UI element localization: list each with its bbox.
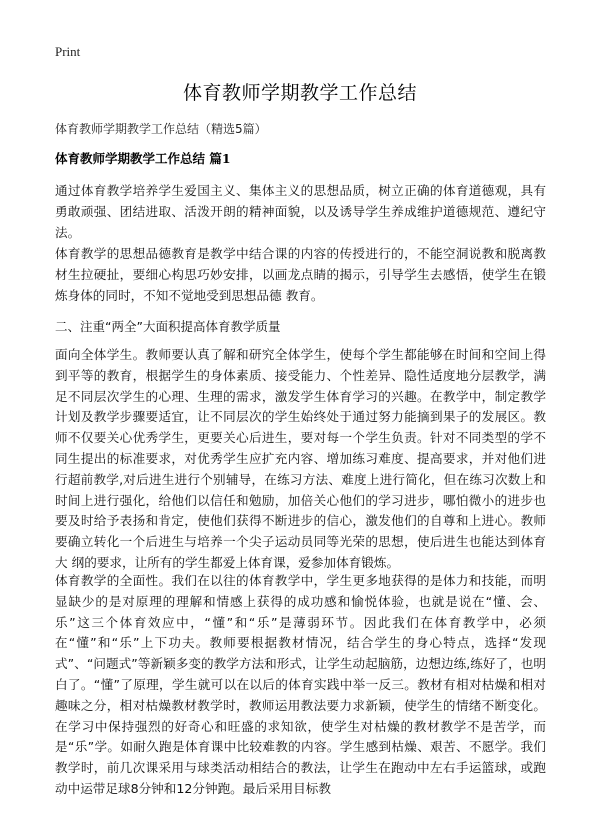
paragraph: 体育教学的思想品德教育是教学中结合课的内容的传授进行的，不能空洞说教和脱离教材生拉硬扯，要细心构思巧妙安排，以画龙点睛的揭示，引导学生去感悟，使学生在锻炼身体的同时，不知不觉地受到思想品德 教育。 (55, 246, 546, 303)
page-title: 体育教师学期教学工作总结 (182, 82, 417, 104)
paragraph: 通过体育教学培养学生爱国主义、集体主义的思想品质，树立正确的体育道德观，具有勇敢顽强、团结进取、活泼开朗的精神面貌，以及诱导学生养成维护道德规范、遵纪守法。 (55, 183, 546, 240)
article-heading: 体育教师学期教学工作总结 篇1 (55, 151, 231, 166)
paragraph: 体育教学的全面性。我们在以往的体育教学中，学生更多地获得的是体力和技能，而明显缺少的是对原理的理解和情感上获得的成功感和愉悦体验，也就是说在“懂、会、乐”这三个体育效应中，“懂”和“乐”是薄弱环节。因此我们在体育教学中，必须在“懂”和“乐”上下功夫。教师要根据教材情况，结合学生的身心特点，选择“发现式”、“问题式”等新颖多变的教学方法和形式，让学生动起脑筋，边想边练,练好了，也明白了。“懂”了原理，学生就可以在以后的体育实践中举一反三。教材有相对枯燥和相对趣味之分，相对枯燥教材教学时，教师运用教法要力求新颖，使学生的情绪不断变化。在学习中保持强烈的好奇心和旺盛的求知欲，使学生对枯燥的教材教学不是苦学，而是“乐”学。如耐久跑是体育课中比较难教的内容。学生感到枯燥、艰苦、不愿学。我们教学时，前几次课采用与球类活动相结合的教法，让学生在跑动中左右手运篮球，或跑 动中运带足球8分钟和12分钟跑。最后采用目标教 (55, 573, 546, 796)
print-label: Print (55, 44, 81, 59)
document-subtitle: 体育教师学期教学工作总结（精选5篇） (55, 122, 267, 136)
paragraph: 面向全体学生。教师要认真了解和研究全体学生，使每个学生都能够在时间和空间上得到平等的教育，根据学生的身体素质、接受能力、个性差异、隐性适度地分层教学，满足不同层次学生的心理、生理的需求，激发学生体育学习的兴趣。在教学中，制定教学计划及教学步骤要适宜，让不同层次的学生始终处于通过努力能摘到果子的发展区。教师不仅要关心优秀学生，更要关心后进生，要对每一个学生负责。针对不同类型的学不同生提出的标准要求，对优秀学生应扩充内容、增加练习难度、提高要求，并对他们进行超前教学,对后进生进行个别辅导，在练习方法、难度上进行简化，但在练习次数上和时间上进行强化，给他们以信任和勉励，加倍关心他们的学习进步，哪怕微小的进步也要及时给予表扬和肯定，使他们获得不断进步的信心，激发他们的自尊和上进心。教师要确立转化一个后进生与培养一个尖子运动员同等光荣的思想，使后进生也能达到体育大 纲的要求，让所有的学生都爱上体育课，爱参加体育锻炼。 (55, 347, 546, 570)
section-heading: 二、注重“两全”大面积提高体育教学质量 (55, 319, 281, 334)
